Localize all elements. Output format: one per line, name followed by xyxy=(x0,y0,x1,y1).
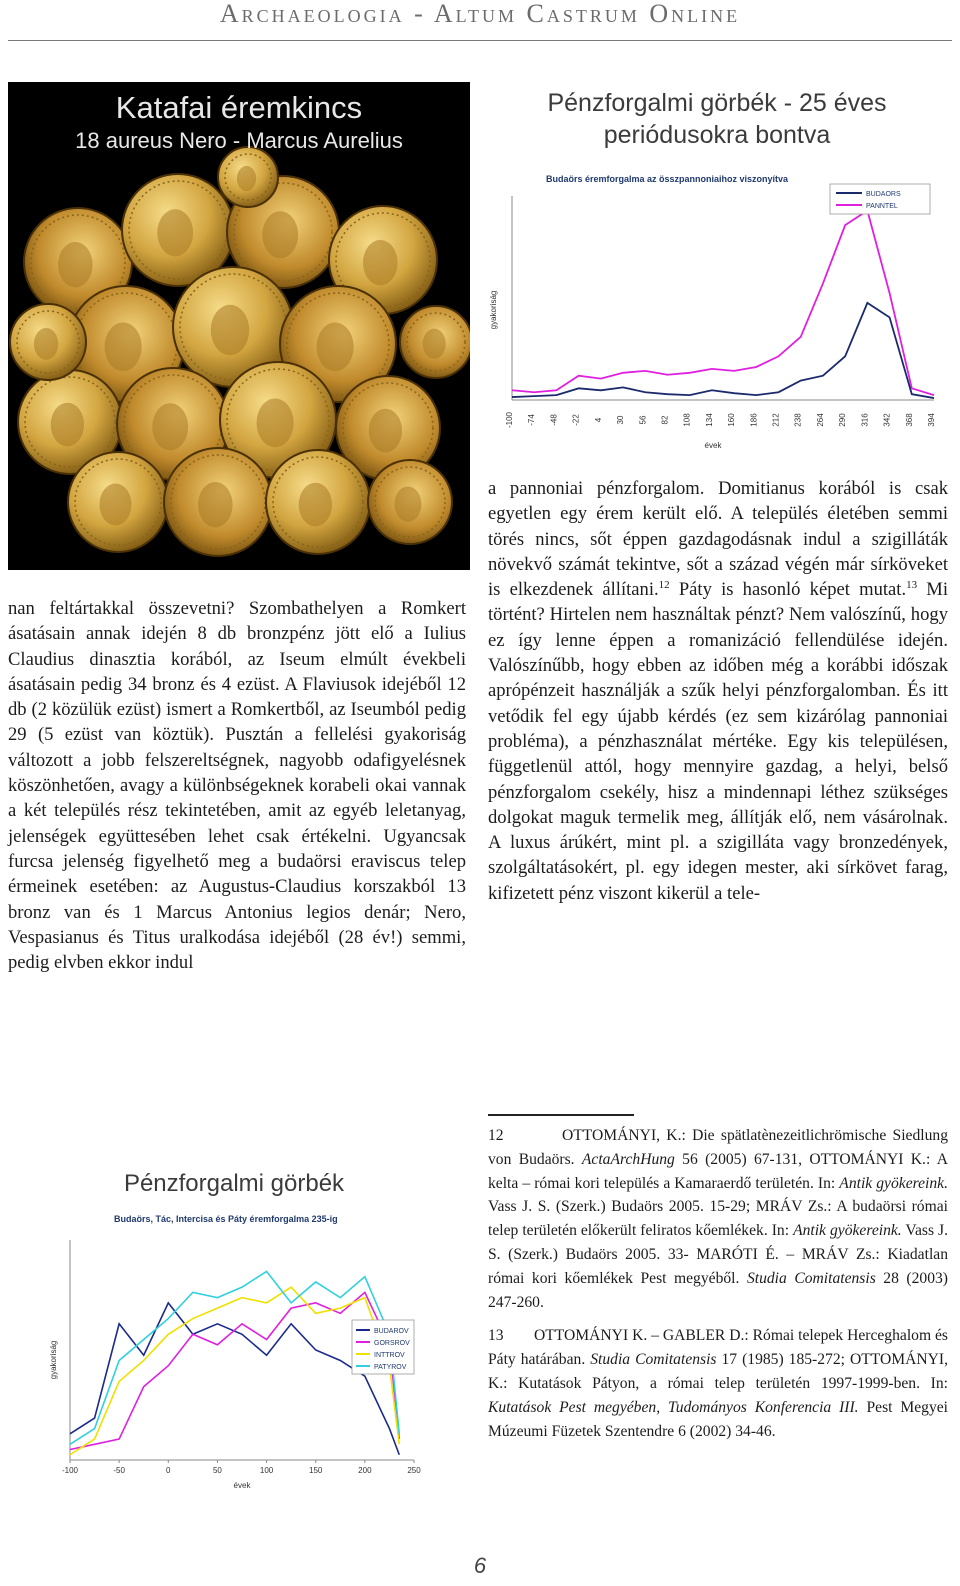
fn-italic: Antik gyökereink. xyxy=(793,1222,902,1240)
series-line-patyrov xyxy=(70,1271,399,1444)
coin-panel-subtitle: 18 aureus Nero - Marcus Aurelius xyxy=(75,128,403,153)
coin-portrait xyxy=(262,211,298,258)
legend xyxy=(352,1320,414,1374)
x-tick-label: -22 xyxy=(571,414,581,426)
legend-entry: INTTROV xyxy=(374,1352,405,1359)
legend-entry: PANNTEL xyxy=(866,203,898,210)
x-tick-label: 30 xyxy=(616,415,626,425)
x-tick-label: 212 xyxy=(771,413,781,427)
fn-text: OTTOMÁNYI K. – GABLER D.: Római telepek Herceghalom és Páty határában. xyxy=(488,1327,948,1369)
chart-a-subtitle: Budaörs éremforgalma az összpannoniaihoz viszonyítva xyxy=(546,174,789,184)
x-tick-label: -74 xyxy=(527,414,537,426)
footnote-ref-13[interactable]: 13 xyxy=(906,579,918,591)
x-tick-label: 150 xyxy=(309,1466,323,1475)
series-line-inttrov xyxy=(70,1287,399,1455)
coin-portrait xyxy=(423,329,446,359)
body-text-right xyxy=(488,476,948,906)
aureus-coin xyxy=(68,452,168,552)
footnote-12 xyxy=(488,1124,948,1314)
currency-curve-chart-25yr xyxy=(484,82,950,472)
x-tick-label: 368 xyxy=(904,413,914,427)
text-right-part-2: Páty is hasonló képet mutat. xyxy=(669,579,907,601)
footnote-ref-12[interactable]: 12 xyxy=(658,579,670,591)
coin-hoard-image xyxy=(8,82,470,570)
legend-entry: BUDAROV xyxy=(374,1328,409,1335)
series-line-budarov xyxy=(70,1303,399,1455)
x-tick-label: 100 xyxy=(259,1466,274,1475)
fn-italic: ActaArchHung xyxy=(581,1150,675,1168)
x-tick-label: 160 xyxy=(727,413,737,427)
x-tick-label: -100 xyxy=(505,411,514,429)
coin-portrait xyxy=(299,483,332,527)
x-tick-label: 4 xyxy=(593,417,603,423)
x-tick-label: 0 xyxy=(166,1466,171,1475)
fn-text: 28 (2003) 247-260. xyxy=(488,1269,948,1311)
footnotes xyxy=(488,1124,948,1453)
x-tick-label: -50 xyxy=(113,1466,125,1475)
footnote-number: 13 xyxy=(488,1327,504,1345)
series-line-panntel xyxy=(512,211,934,396)
aureus-coin xyxy=(164,448,272,556)
coin-portrait xyxy=(317,323,354,372)
fn-italic: Kutatások Pest megyében, Tudományos Konferencia III. xyxy=(488,1398,859,1416)
text-right-part-3: Mi történt? Hirtelen nem használtak pénzt? Nem valószínű, hogy ez így lenne éppen a romanizáció fellendülése idején. Valószínűbb, hogy ebben az időben még a korábbi időszak aprópénzeit használják a szűk helyi pénzforgalomban. És itt vetődik fel egy újabb kérdés (ez sem kizárólag pannoniai probléma), a pénzhasználat mértéke. Egy kis településen, függetlenül attól, hogy mennyire gazdag, a helyi, belső pénzforgalom csekély, hisz a mindennapi léthez szükséges dolgokat maguk termelik meg, állítják elő, nem vásárolnak. A luxus árúkért, mint pl. a szigilláta vagy bronzedények, szolgáltatásokért, pl. egy idegen mester, aki sírkövet farag, kifizetett pénz viszont kikerül a tele- xyxy=(488,579,948,904)
x-axis-label: évek xyxy=(233,1481,251,1490)
paragraph-left: nan feltártakkal összevetni? Szombathelyen a Romkert ásatásain annak idején 8 db bronzpénz jött elő a Iulius Claudius dinasztia korából, az Iseum elmúlt évekbeli ásatásain pedig 34 bronz és 4 ezüst. A Flaviusok idejéből 12 db (2 közülük ezüst) ismert a Romkertből, az Iseumból pedig 29 (5 ezüst van köztük). Pusztán a fellelési gyakoriság változott a jobb felszereltségnek, nagyobb odafigyelésnek köszönhetően, avagy a különbségeknek korabeli okai vannak a két település rész tekintetében, amit az egyéb leletanyag, jelenségek együttesében lehet csak értékelni. Ugyancsak furcsa jelenség figyelhető meg a budaörsi eraviscus telep érmeinek esetében: az Augustus-Claudius korszakból 13 bronz van és 1 Marcus Antonius legios denár; Nero, Vespasianus és Titus uralkodása idejéből (28 év!) semmi, pedig elvben ekkor indul xyxy=(8,598,466,974)
fn-text: Vass J. S. (Szerk.) Budaörs 2005. 15-29; MRÁV Zs.: A budaörsi római telep területén előkerült feliratos kőemlékek. In: xyxy=(488,1198,948,1240)
coin-portrait xyxy=(105,323,142,372)
fn-italic: Antik gyökereink. xyxy=(839,1174,948,1192)
coin-portrait xyxy=(369,409,402,453)
fn-text: Vass J. S. (Szerk.) Budaörs 2005. 33- MARÓTI É. – MRÁV Zs.: Kiadatlan római kori kőemlékek Pest megyéből. xyxy=(488,1222,948,1287)
x-tick-label: 316 xyxy=(860,413,870,427)
chart-a-heading-2: periódusokra bontva xyxy=(603,121,831,149)
aureus-coin xyxy=(400,306,470,378)
x-tick-label: 56 xyxy=(638,415,648,425)
aureus-coin xyxy=(10,304,86,380)
coin-pile-graphic xyxy=(8,82,470,570)
x-axis-label: évek xyxy=(704,441,722,450)
x-tick-label: 264 xyxy=(815,413,825,427)
fn-text: OTTOMÁNYI, K.: Die spätlatènezeitlichrömische Siedlung von Budaörs. xyxy=(488,1127,948,1168)
x-tick-label: 238 xyxy=(793,413,803,427)
x-tick-label: 290 xyxy=(838,413,848,427)
x-tick-label: 134 xyxy=(704,413,714,427)
coin-portrait xyxy=(51,403,84,447)
chart-b-plot xyxy=(34,1220,434,1500)
series-line-gorsrov xyxy=(70,1292,399,1449)
series-line-budaors xyxy=(512,303,934,398)
aureus-coin xyxy=(218,147,278,207)
coin-portrait xyxy=(58,242,93,287)
page-header xyxy=(0,0,960,44)
coin-panel-title: Katafai éremkincs xyxy=(115,90,363,125)
header-rule xyxy=(8,40,952,41)
fn-text: 17 (1985) 185-272; OTTOMÁNYI, K.: Kutatások Pátyon, a római telep területén 1997-1999-ben. In: xyxy=(488,1351,948,1392)
legend-entry: GORSROV xyxy=(374,1340,410,1347)
text-right-part-1: a pannoniai pénzforgalom. Domitianus korából is csak egyetlen egy érem került elő. A település életében semmi törés nincs, sőt éppen gazdagodásnak indul a szigilláták növekvő számát tekintve, sőt a század végén már sírköveket is elkezdenek állítani. xyxy=(488,478,948,601)
fn-italic: Studia Comitatensis xyxy=(746,1269,876,1287)
fn-text: 56 (2005) 67-131, OTTOMÁNYI K.: A kelta – római kori település a Kamaraerdő területén. In: xyxy=(488,1150,948,1192)
aureus-coin xyxy=(266,450,370,554)
y-axis-label: gyakoriság xyxy=(489,290,498,330)
coin-portrait xyxy=(100,484,132,526)
coin-portrait xyxy=(237,166,256,191)
coin-portrait xyxy=(394,486,421,521)
x-tick-label: 250 xyxy=(407,1466,421,1475)
currency-curve-chart xyxy=(34,1168,434,1498)
page-number: 6 xyxy=(473,1553,487,1578)
coin-portrait xyxy=(34,328,58,360)
chart-b-heading: Pénzforgalmi görbék xyxy=(123,1170,345,1197)
x-tick-label: -48 xyxy=(549,414,559,426)
legend-entry: BUDAORS xyxy=(866,191,901,198)
header-title: Archaeologia - Altum Castrum Online xyxy=(219,0,741,28)
x-tick-label: 108 xyxy=(682,413,692,427)
footnote-rule xyxy=(488,1114,634,1116)
x-tick-label: 394 xyxy=(927,413,936,427)
x-tick-label: 342 xyxy=(882,413,892,427)
footnote-number: 12 xyxy=(488,1127,504,1144)
coin-portrait xyxy=(198,482,233,527)
coin-portrait xyxy=(257,399,294,448)
aureus-coin xyxy=(368,460,452,544)
fn-italic: Studia Comitatensis xyxy=(590,1351,717,1369)
coin-portrait xyxy=(211,305,249,355)
coin-portrait xyxy=(152,403,188,450)
paragraph-right xyxy=(488,476,948,906)
x-tick-label: 82 xyxy=(660,415,670,425)
x-tick-label: 50 xyxy=(212,1466,222,1475)
legend-entry: PATYROV xyxy=(374,1364,407,1371)
coin-portrait xyxy=(363,240,398,285)
body-text-left xyxy=(8,596,466,975)
x-tick-label: -100 xyxy=(61,1466,79,1475)
chart-a-heading-1: Pénzforgalmi görbék - 25 éves xyxy=(547,89,887,117)
chart-a-plot xyxy=(484,182,950,482)
chart-b-subtitle: Budaörs, Tác, Intercisa és Páty éremforgalma 235-ig xyxy=(114,1214,338,1224)
x-tick-label: 200 xyxy=(358,1466,372,1475)
y-axis-label: gyakoriság xyxy=(49,1340,58,1380)
fn-text: Pest Megyei Múzeumi Füzetek Szentendre 6 (2002) 34-46. xyxy=(488,1398,948,1440)
coin-portrait xyxy=(157,209,193,256)
x-tick-label: 186 xyxy=(749,413,759,427)
footnote-13 xyxy=(488,1324,948,1443)
legend xyxy=(830,184,930,214)
